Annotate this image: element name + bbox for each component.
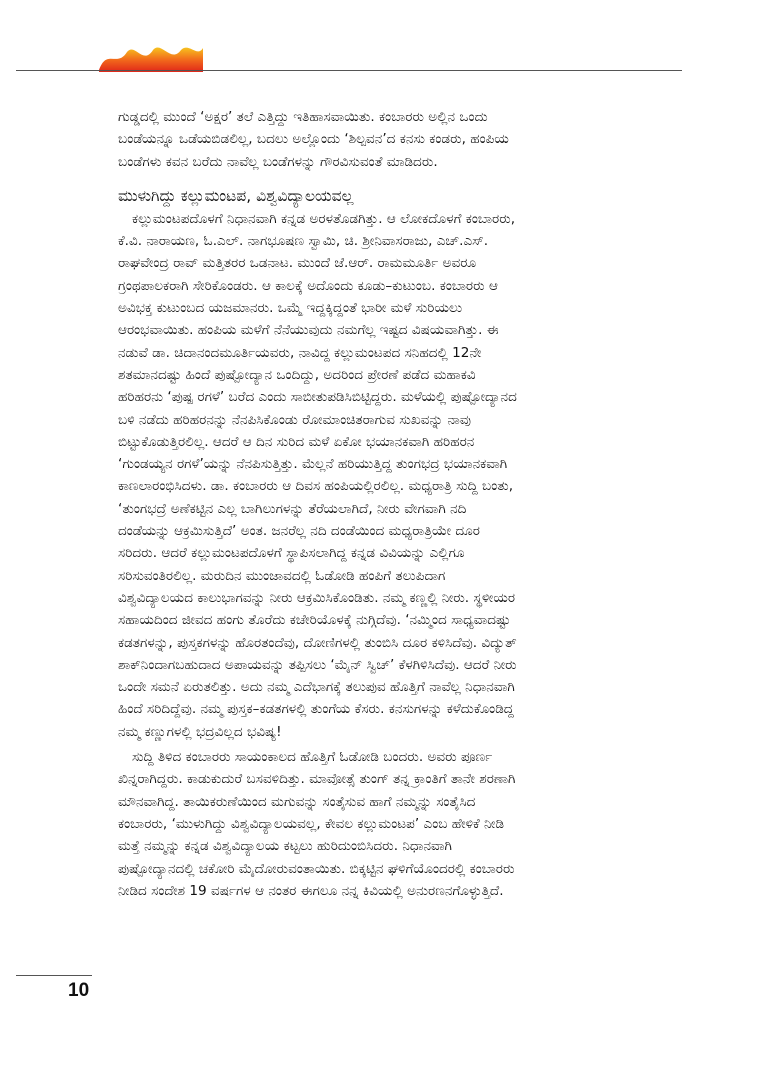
text-line: ಬಿಟ್ಟುಕೊಡುತ್ತಿರಲಿಲ್ಲ. ಆದರೆ ಆ ದಿನ ಸುರಿದ ಮಳೆ ಏಕೋ ಭಯಾನಕವಾಗಿ ಹರಿಹರನ <box>118 433 475 450</box>
text-line: ನಡುವೆ ಡಾ. ಚಿದಾನಂದಮೂರ್ತಿಯವರು, ನಾವಿದ್ದ ಕಲ್ಲುಮಂಟಪದ ಸನಿಹದಲ್ಲಿ 12ನೇ <box>118 344 482 361</box>
paragraph-1 <box>118 106 663 173</box>
text-line: ಸರಿಸುವಂತಿರಲಿಲ್ಲ. ಮರುದಿನ ಮುಂಜಾವದಲ್ಲಿ ಓಡೋಡಿ ಹಂಪಿಗೆ ತಲುಪಿದಾಗ <box>118 567 446 584</box>
text-line: ವಿಶ್ವವಿದ್ಯಾಲಯದ ಕಾಲುಭಾಗವನ್ನು ನೀರು ಆಕ್ರಮಿಸಿಕೊಂಡಿತು. ನಮ್ಮ ಕಣ್ಣಲ್ಲಿ ನೀರು. ಸ್ಥಳೀಯರ <box>118 589 516 606</box>
text-line: ಗ್ರಂಥಪಾಲಕರಾಗಿ ಸೇರಿಕೊಂಡರು. ಆ ಕಾಲಕ್ಕೆ ಅದೊಂದು ಕೂಡು–ಕುಟುಂಬ. ಕಂಬಾರರು ಆ <box>118 277 498 294</box>
text-line: ಬಂಡೆಯನ್ನೂ ಒಡೆಯಬಿಡಲಿಲ್ಲ, ಬದಲು ಅಲ್ಲೊಂದು ‘ಶಿಲ್ಪವನ’ದ ಕನಸು ಕಂಡರು, ಹಂಪಿಯ <box>118 131 509 148</box>
text-line: ಮೌನವಾಗಿದ್ದ. ತಾಯಿಕರುಣೆಯಿಂದ ಮಗುವನ್ನು ಸಂತೈಸುವ ಹಾಗೆ ನಮ್ಮನ್ನು ಸಂತೈಸಿದ <box>118 793 476 810</box>
text-line: ನಮ್ಮ ಕಣ್ಣುಗಳಲ್ಲಿ ಭದ್ರವಿಲ್ಲದ ಭವಿಷ್ಯ! <box>118 723 282 740</box>
text-line: ಕಾಣಲಾರಂಭಿಸಿದಳು. ಡಾ. ಕಂಬಾರರು ಆ ದಿವಸ ಹಂಪಿಯಲ್ಲಿರಲಿಲ್ಲ. ಮಧ್ಯರಾತ್ರಿ ಸುದ್ದಿ ಬಂತು, <box>118 478 514 495</box>
text-line: ರಾಘವೇಂದ್ರ ರಾವ್ ಮತ್ತಿತರರ ಒಡನಾಟ. ಮುಂದೆ ಜೆ.ಆರ್. ರಾಮಮೂರ್ತಿ ಅವರೂ <box>118 255 477 272</box>
page-body <box>118 106 663 902</box>
text-line: ಬಳಿ ನಡೆದು ಹರಿಹರನನ್ನು ನೆನಪಿಸಿಕೊಂಡು ರೋಮಾಂಚಿತರಾಗುವ ಸುಖವನ್ನು ನಾವು <box>118 411 471 428</box>
page-number: 10 <box>68 980 90 1001</box>
paragraph-2 <box>118 208 663 743</box>
header-divider <box>16 70 682 71</box>
paragraph-3 <box>118 746 663 902</box>
text-line: ಸಹಾಯದಿಂದ ಜೀವದ ಹಂಗು ತೊರೆದು ಕಚೇರಿಯೊಳಕ್ಕೆ ನುಗ್ಗಿದೆವು. ‘ನಮ್ಮಿಂದ ಸಾಧ್ಯವಾದಷ್ಟು <box>118 612 511 629</box>
footer-divider <box>16 975 92 976</box>
text-line: ಆರಂಭವಾಯಿತು. ಹಂಪಿಯ ಮಳೆಗೆ ನೆನೆಯುವುದು ನಮಗೆಲ್ಲ ಇಷ್ಟದ ವಿಷಯವಾಗಿತ್ತು. ಈ <box>118 322 499 339</box>
text-line: ಕಲ್ಲುಮಂಟಪದೊಳಗೆ ನಿಧಾನವಾಗಿ ಕನ್ನಡ ಅರಳತೊಡಗಿತ್ತು. ಆ ಲೋಕದೊಳಗೆ ಕಂಬಾರರು, <box>132 210 516 227</box>
text-line: ಕಂಬಾರರು, ‘ಮುಳುಗಿದ್ದು ವಿಶ್ವವಿದ್ಯಾಲಯವಲ್ಲ, ಕೇವಲ ಕಲ್ಲುಮಂಟಪ’ ಎಂಬ ಹೇಳಿಕೆ ನೀಡಿ <box>118 815 505 832</box>
text-line: ಸುದ್ದಿ ತಿಳಿದ ಕಂಬಾರರು ಸಾಯಂಕಾಲದ ಹೊತ್ತಿಗೆ ಓಡೋಡಿ ಬಂದರು. ಅವರು ಪೂರ್ಣ <box>132 749 493 766</box>
text-line: ಗುಡ್ಡದಲ್ಲಿ ಮುಂದೆ ‘ಅಕ್ಷರ’ ತಲೆ ಎತ್ತಿದ್ದು ಇತಿಹಾಸವಾಯಿತು. ಕಂಬಾರರು ಅಲ್ಲಿನ ಒಂದು <box>118 109 488 125</box>
text-line: ದಂಡೆಯನ್ನು ಆಕ್ರಮಿಸುತ್ತಿದೆ’ ಅಂತ. ಜನರೆಲ್ಲ ನದಿ ದಂಡೆಯಿಂದ ಮಧ್ಯರಾತ್ರಿಯೇ ದೂರ <box>118 523 480 540</box>
text-line: ಅವಿಭಕ್ತ ಕುಟುಂಬದ ಯಜಮಾನರು. ಒಮ್ಮೆ ಇದ್ದಕ್ಕಿದ್ದಂತೆ ಭಾರೀ ಮಳೆ ಸುರಿಯಲು <box>118 300 463 317</box>
text-line: ಹರಿಹರನು ‘ಪುಷ್ಪ ರಗಳೆ’ ಬರೆದ ಎಂದು ಸಾಬೀತುಪಡಿಸಿಬಿಟ್ಟಿದ್ದರು. ಮಳೆಯಲ್ಲಿ ಪುಷ್ಪೋದ್ಯಾನದ <box>118 389 517 406</box>
section-heading: ಮುಳುಗಿದ್ದು ಕಲ್ಲುಮಂಟಪ, ವಿಶ್ವವಿದ್ಯಾಲಯವಲ್ಲ <box>118 186 354 205</box>
text-line: ಸರಿದರು. ಆದರೆ ಕಲ್ಲುಮಂಟಪದೊಳಗೆ ಸ್ಥಾಪಿಸಲಾಗಿದ್ದ ಕನ್ನಡ ವಿವಿಯನ್ನು ಎಲ್ಲಿಗೂ <box>118 545 465 562</box>
text-line: ಪುಷ್ಪೋದ್ಯಾನದಲ್ಲಿ ಚಕೋರಿ ಮೈದೋರುವಂತಾಯಿತು. ಬಿಕ್ಕಟ್ಟಿನ ಘಳಿಗೆಯೊಂದರಲ್ಲಿ ಕಂಬಾರರು <box>118 860 515 877</box>
text-line: ಮತ್ತೆ ನಮ್ಮನ್ನು ಕನ್ನಡ ವಿಶ್ವವಿದ್ಯಾಲಯ ಕಟ್ಟಲು ಹುರಿದುಂಬಿಸಿದರು. ನಿಧಾನವಾಗಿ <box>118 838 452 855</box>
text-line: ಶಾಕ್‌ನಿಂದಾಗಬಹುದಾದ ಅಪಾಯವನ್ನು ತಪ್ಪಿಸಲು ‘ಮೈನ್ ಸ್ವಿಚ್’ ಕೆಳಗಿಳಿಸಿದೆವು. ಆದರೆ ನೀರು <box>118 656 517 673</box>
text-line: ಬಂಡೆಗಳು ಕವನ ಬರೆದು ನಾವೆಲ್ಲ ಬಂಡೆಗಳನ್ನು ಗೌರವಿಸುವಂತೆ ಮಾಡಿದರು. <box>118 153 438 170</box>
text-line: ಶತಮಾನದಷ್ಟು ಹಿಂದೆ ಪುಷ್ಪೋದ್ಯಾನ ಒಂದಿದ್ದು, ಅದರಿಂದ ಪ್ರೇರಣೆ ಪಡೆದ ಮಹಾಕವಿ <box>118 366 476 383</box>
text-line: ಕಡತಗಳನ್ನು, ಪುಸ್ತಕಗಳನ್ನು ಹೊರತಂದೆವು, ದೋಣಿಗಳಲ್ಲಿ ತುಂಬಿಸಿ ದೂರ ಕಳಿಸಿದೆವು. ವಿದ್ಯುತ್ <box>118 634 517 651</box>
text-line: ಹಿಂದೆ ಸರಿದಿದ್ದೆವು. ನಮ್ಮ ಪುಸ್ತಕ–ಕಡತಗಳಲ್ಲಿ ತುಂಗೆಯ ಕೆಸರು. ಕನಸುಗಳನ್ನು ಕಳೆದುಕೊಂಡಿದ್ದ <box>118 701 514 718</box>
text-line: ‘ತುಂಗಭದ್ರೆ ಅಣೆಕಟ್ಟಿನ ಎಲ್ಲ ಬಾಗಿಲುಗಳನ್ನು ತೆರೆಯಲಾಗಿದೆ, ನೀರು ವೇಗವಾಗಿ ನದಿ <box>118 500 467 517</box>
text-line: ಒಂದೇ ಸಮನೆ ಏರುತಲಿತ್ತು. ಅದು ನಮ್ಮ ಎದೆಭಾಗಕ್ಕೆ ತಲುಪುವ ಹೊತ್ತಿಗೆ ನಾವೆಲ್ಲ ನಿಧಾನವಾಗಿ <box>118 679 515 696</box>
text-line: ಕೆ.ವಿ. ನಾರಾಯಣ, ಓ.ಎಲ್. ನಾಗಭೂಷಣ ಸ್ವಾಮಿ, ಚಿ. ಶ್ರೀನಿವಾಸರಾಜು, ಎಚ್.ಎಸ್. <box>118 233 489 250</box>
text-line: ನೀಡಿದ ಸಂದೇಶ 19 ವರ್ಷಗಳ ಆ ನಂತರ ಈಗಲೂ ನನ್ನ ಕಿವಿಯಲ್ಲಿ ಅನುರಣನಗೊಳ್ಳುತ್ತಿದೆ. <box>118 882 504 899</box>
text-line: ‘ಗುಂಡಯ್ಯನ ರಗಳೆ’ಯನ್ನು ನೆನಪಿಸುತ್ತಿತ್ತು. ಮೆಲ್ಲನೆ ಹರಿಯುತ್ತಿದ್ದ ತುಂಗಭದ್ರ ಭಯಾನಕವಾಗಿ <box>118 456 508 473</box>
text-line: ಖಿನ್ನರಾಗಿದ್ದರು. ಕಾಡುಕುದುರೆ ಬಸವಳಿದಿತ್ತು. ಮಾವೋತ್ಸೆ ತುಂಗ್ ತನ್ನ ಕ್ರಾಂತಿಗೆ ತಾನೇ ಶರಣಾಗಿ <box>118 771 516 788</box>
